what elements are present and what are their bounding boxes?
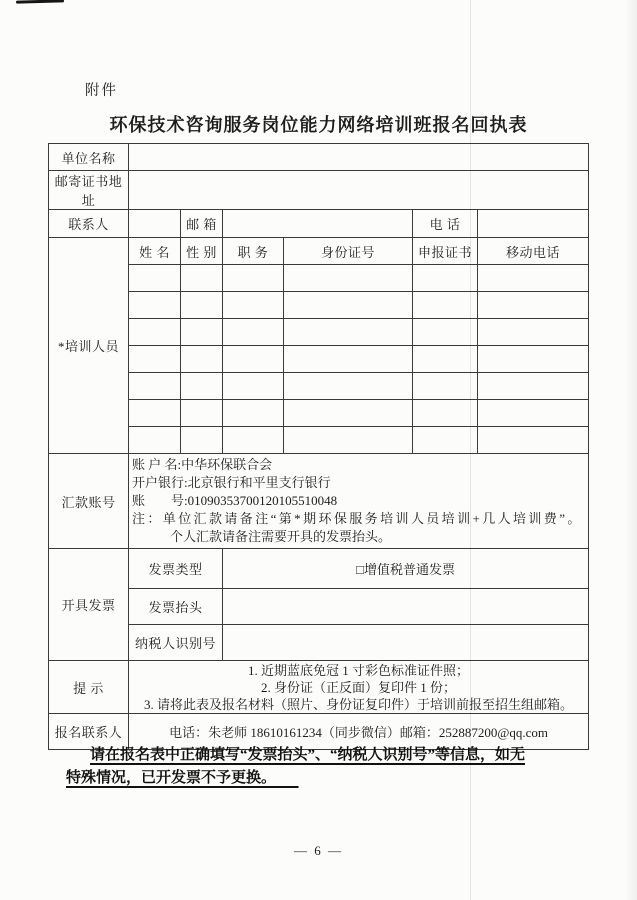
registration-form-table — [48, 143, 589, 750]
trainee-cell — [413, 373, 478, 400]
mailing-address-label: 邮寄证书地址 — [49, 171, 129, 210]
email-value-cell — [223, 210, 413, 238]
taxpayer-id-row — [49, 625, 589, 661]
trainee-cell — [223, 373, 284, 400]
remittance-note-1: 注：单位汇款请备注“第*期环保服务培训人员培训+几人培训费”。 — [132, 511, 583, 526]
trainee-col-id-number: 身份证号 — [284, 238, 413, 265]
email-label: 邮 箱 — [181, 210, 223, 238]
trainee-cell — [478, 319, 589, 346]
remittance-account-number: 账 号:01090353700120105510048 — [132, 493, 338, 508]
trainee-cell — [284, 427, 413, 454]
contact-label: 联系人 — [49, 210, 129, 238]
invoice-type-row — [49, 549, 589, 589]
trainee-cell — [284, 400, 413, 427]
trainee-cell — [478, 346, 589, 373]
trainee-cell — [413, 319, 478, 346]
remittance-details-cell — [129, 454, 589, 549]
registration-contact-label: 报名联系人 — [49, 714, 129, 750]
scan-artifact-mark — [16, 0, 64, 4]
trainee-empty-row — [49, 346, 589, 373]
trainee-empty-row — [49, 400, 589, 427]
trainee-header-row — [49, 238, 589, 265]
attachment-label: 附件 — [85, 83, 118, 99]
trainee-cell — [181, 265, 223, 292]
trainee-col-position: 职 务 — [223, 238, 284, 265]
remittance-bank: 开户银行:北京银行和平里支行银行 — [132, 475, 331, 490]
trainee-cell — [223, 346, 284, 373]
trainee-cell — [223, 319, 284, 346]
trainee-col-mobile: 移动电话 — [478, 238, 589, 265]
remittance-note-2: 个人汇款请备注需要开具的发票抬头。 — [170, 529, 392, 544]
page-title: 环保技术咨询服务岗位能力网络培训班报名回执表 — [109, 115, 528, 135]
trainee-col-certificate: 申报证书 — [413, 238, 478, 265]
trainee-col-gender: 性 别 — [181, 238, 223, 265]
trainee-cell — [284, 265, 413, 292]
unit-name-label: 单位名称 — [49, 144, 129, 171]
trainee-cell — [284, 346, 413, 373]
trainee-cell — [478, 292, 589, 319]
trainee-cell — [478, 400, 589, 427]
trainee-cell — [478, 373, 589, 400]
trainee-cell — [413, 292, 478, 319]
trainee-cell — [223, 427, 284, 454]
mailing-address-row — [49, 171, 589, 210]
trainee-cell — [181, 292, 223, 319]
trainee-cell — [129, 400, 181, 427]
trainee-cell — [129, 265, 181, 292]
taxpayer-id-value-cell — [223, 625, 589, 661]
trainee-empty-row — [49, 427, 589, 454]
invoice-label: 开具发票 — [49, 549, 129, 661]
trainee-cell — [413, 265, 478, 292]
registration-contact-value: 电话：朱老师 18610161234（同步微信）邮箱：252887200@qq.com — [129, 714, 589, 750]
trainee-cell — [181, 346, 223, 373]
invoice-type-value-cell — [223, 549, 589, 589]
unit-name-value-cell — [129, 144, 589, 171]
trainee-cell — [181, 373, 223, 400]
remittance-label: 汇款账号 — [49, 454, 129, 549]
trainee-empty-row — [49, 265, 589, 292]
invoice-title-value-cell — [223, 589, 589, 625]
trainee-empty-row — [49, 292, 589, 319]
footer-note-line-2: 特殊情况，已开发票不予更换。 — [66, 770, 277, 786]
trainee-cell — [181, 319, 223, 346]
trainee-cell — [478, 427, 589, 454]
trainee-cell — [223, 400, 284, 427]
trainee-cell — [284, 319, 413, 346]
contact-name-cell — [129, 210, 181, 238]
trainee-cell — [181, 400, 223, 427]
tips-line-3: 3. 请将此表及报名材料（照片、身份证复印件）于培训前报至招生组邮箱。 — [144, 696, 574, 712]
trainee-cell — [129, 292, 181, 319]
trainee-cell — [129, 373, 181, 400]
trainee-col-name: 姓 名 — [129, 238, 181, 265]
trainee-cell — [129, 427, 181, 454]
tips-line-2: 2. 身份证（正反面）复印件 1 份； — [261, 679, 457, 695]
contact-row — [49, 210, 589, 238]
trainee-cell — [413, 400, 478, 427]
trainee-cell — [181, 427, 223, 454]
trainee-cell — [223, 292, 284, 319]
vat-invoice-checkbox-option: □增值税普通发票 — [356, 562, 455, 577]
trainee-cell — [284, 373, 413, 400]
tips-line-1: 1. 近期蓝底免冠 1 寸彩色标准证件照； — [248, 662, 470, 678]
trainee-empty-row — [49, 373, 589, 400]
footer-note-line-1: 请在报名表中正确填写“发票抬头”、“纳税人识别号”等信息，如无 — [90, 747, 526, 763]
trainee-cell — [284, 292, 413, 319]
trainee-cell — [223, 265, 284, 292]
trainee-cell — [413, 427, 478, 454]
trainee-cell — [478, 265, 589, 292]
remittance-row — [49, 454, 589, 549]
invoice-title-row — [49, 589, 589, 625]
trainee-cell — [413, 346, 478, 373]
footer-note — [66, 744, 581, 790]
trainee-cell — [129, 319, 181, 346]
mailing-address-value-cell — [129, 171, 589, 210]
phone-value-cell — [478, 210, 589, 238]
invoice-type-label: 发票类型 — [129, 549, 223, 589]
trainees-label-cell: *培训人员 — [49, 238, 129, 454]
trainee-cell — [129, 346, 181, 373]
phone-label: 电 话 — [413, 210, 478, 238]
invoice-title-label: 发票抬头 — [129, 589, 223, 625]
tips-label: 提 示 — [49, 661, 129, 714]
unit-name-row — [49, 144, 589, 171]
tips-content-cell — [129, 661, 589, 714]
taxpayer-id-label: 纳税人识别号 — [129, 625, 223, 661]
tips-row — [49, 661, 589, 714]
trainee-empty-row — [49, 319, 589, 346]
remittance-account-name: 账 户 名:中华环保联合会 — [132, 457, 273, 472]
page-number: — 6 — — [294, 843, 343, 858]
